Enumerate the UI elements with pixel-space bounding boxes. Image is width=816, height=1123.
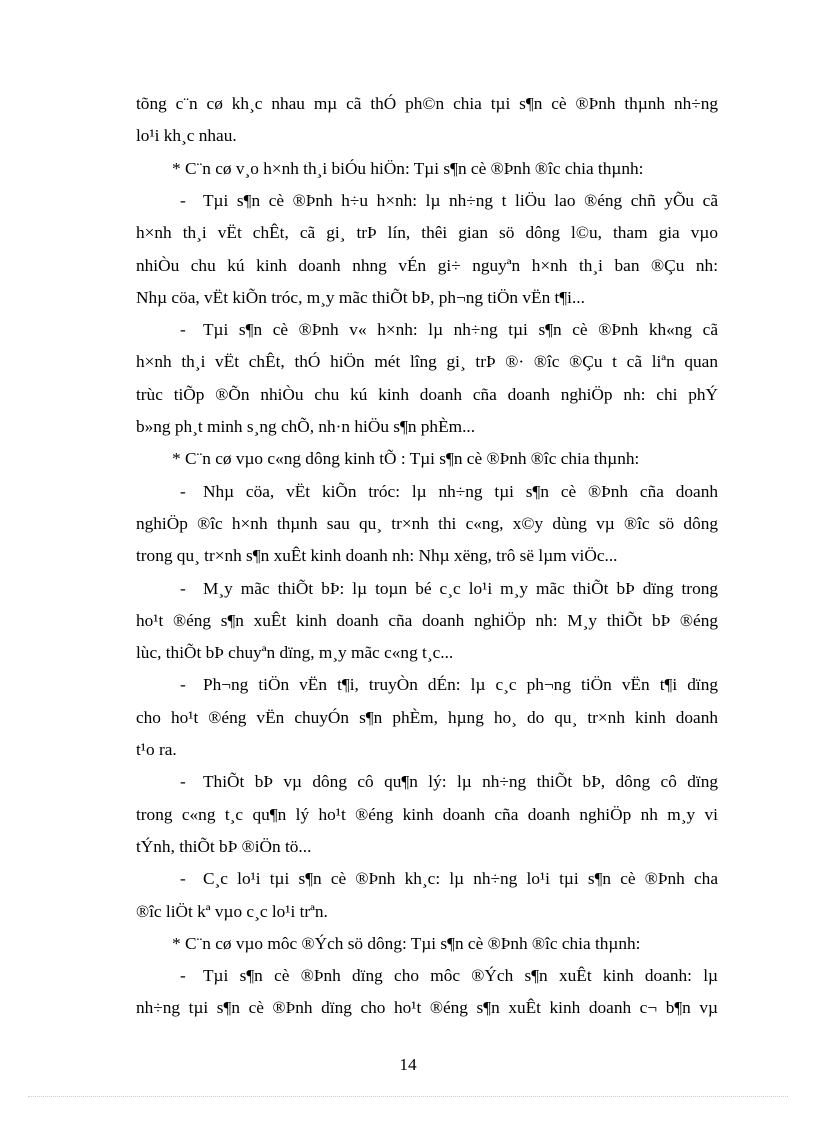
page-number: 14: [399, 1055, 417, 1074]
bullet-dash: -: [180, 190, 186, 210]
text-line: Tµi s¶n cè ®Þnh h÷u h×nh: lµ nh÷ng t liÖu lao ®éng chñ yÕu cã: [203, 190, 718, 210]
text-line: trong c«ng t¸c qu¶n lý ho¹t ®éng kinh doanh cña doanh nghiÖp nh m¸y vi: [136, 804, 718, 824]
text-line: lùc, thiÕt bÞ chuyªn dïng, m¸y mãc c«ng t¸c...: [136, 643, 454, 663]
section-heading-line: * C¨n cø vµo c«ng dông kinh tÕ : Tµi s¶n cè ®Þnh ®îc chia thµnh:: [172, 449, 640, 469]
text-line: lo¹i kh¸c nhau.: [136, 126, 237, 146]
text-line: C¸c lo¹i tµi s¶n cè ®Þnh kh¸c: lµ nh÷ng lo¹i tµi s¶n cè ®Þnh cha: [203, 869, 718, 889]
text-line: tÝnh, thiÕt bÞ ®iÖn tö...: [136, 836, 312, 856]
bullet-dash: -: [180, 675, 186, 695]
page-bottom-divider: [28, 1096, 788, 1097]
text-line: h×nh th¸i vËt chÊt, cã gi¸ trÞ lín, thêi gian sö dông l©u, tham gia vµo: [136, 223, 718, 243]
text-line: Ph¬ng tiÖn vËn t¶i, truyÒn dÉn: lµ c¸c ph¬ng tiÖn vËn t¶i dïng: [203, 675, 718, 695]
text-line: cho ho¹t ®éng vËn chuyÓn s¶n phÈm, hµng ho¸ do qu¸ tr×nh kinh doanh: [136, 707, 718, 727]
text-line: nhiÒu chu kú kinh doanh nhng vÉn gi÷ nguyªn h×nh th¸i ban ®Çu nh:: [136, 255, 718, 275]
text-line: ®îc liÖt kª vµo c¸c lo¹i trªn.: [136, 901, 328, 921]
text-line: M¸y mãc thiÕt bÞ: lµ toµn bé c¸c lo¹i m¸y mãc thiÕt bÞ dïng trong: [203, 578, 718, 598]
section-heading-line: * C¨n cø vµo môc ®Ých sö dông: Tµi s¶n cè ®Þnh ®îc chia thµnh:: [172, 933, 641, 953]
text-line: nghiÖp ®îc h×nh thµnh sau qu¸ tr×nh thi c«ng, x©y dùng vµ ®îc sö dông: [136, 513, 718, 533]
text-line: trùc tiÕp ®Õn nhiÒu chu kú kinh doanh cña doanh nghiÖp nh: chi phÝ: [136, 384, 718, 404]
bullet-dash: -: [180, 772, 186, 792]
text-line: t¹o ra.: [136, 740, 177, 759]
text-line: b»ng ph¸t minh s¸ng chÕ, nh·n hiÖu s¶n phÈm...: [136, 417, 476, 436]
bullet-dash: -: [180, 869, 186, 889]
text-line: nh÷ng tµi s¶n cè ®Þnh dïng cho ho¹t ®éng s¶n xuÊt kinh doanh c¬ b¶n vµ: [136, 998, 718, 1018]
bullet-dash: -: [180, 481, 186, 501]
text-line: tõng c¨n cø kh¸c nhau mµ cã thÓ ph©n chia tµi s¶n cè ®Þnh thµnh nh÷ng: [136, 94, 718, 113]
bullet-dash: -: [180, 578, 186, 598]
text-line: ThiÕt bÞ vµ dông cô qu¶n lý: lµ nh÷ng thiÕt bÞ, dông cô dïng: [203, 772, 718, 792]
bullet-dash: -: [180, 966, 186, 986]
text-line: Nhµ cöa, vËt kiÕn tróc: lµ nh÷ng tµi s¶n cè ®Þnh cña doanh: [203, 481, 718, 501]
bullet-dash: -: [180, 320, 186, 340]
text-line: h×nh th¸i vËt chÊt, thÓ hiÖn mét lîng gi¸ trÞ ®· ®îc ®Çu t cã liªn quan: [136, 352, 718, 372]
text-line: trong qu¸ tr×nh s¶n xuÊt kinh doanh nh: Nhµ xëng, trô së lµm viÖc...: [136, 546, 618, 566]
text-line: Tµi s¶n cè ®Þnh dïng cho môc ®Ých s¶n xuÊt kinh doanh: lµ: [203, 966, 718, 986]
text-line: Nhµ cöa, vËt kiÕn tróc, m¸y mãc thiÕt bÞ, ph¬ng tiÖn vËn t¶i...: [136, 287, 585, 307]
section-heading-line: * C¨n cø v¸o h×nh th¸i biÓu hiÖn: Tµi s¶n cè ®Þnh ®îc chia thµnh:: [172, 158, 644, 178]
text-line: Tµi s¶n cè ®Þnh v« h×nh: lµ nh÷ng tµi s¶n cè ®Þnh kh«ng cã: [203, 320, 718, 340]
text-line: ho¹t ®éng s¶n xuÊt kinh doanh cña doanh nghiÖp nh: M¸y thiÕt bÞ ®éng: [136, 610, 718, 630]
